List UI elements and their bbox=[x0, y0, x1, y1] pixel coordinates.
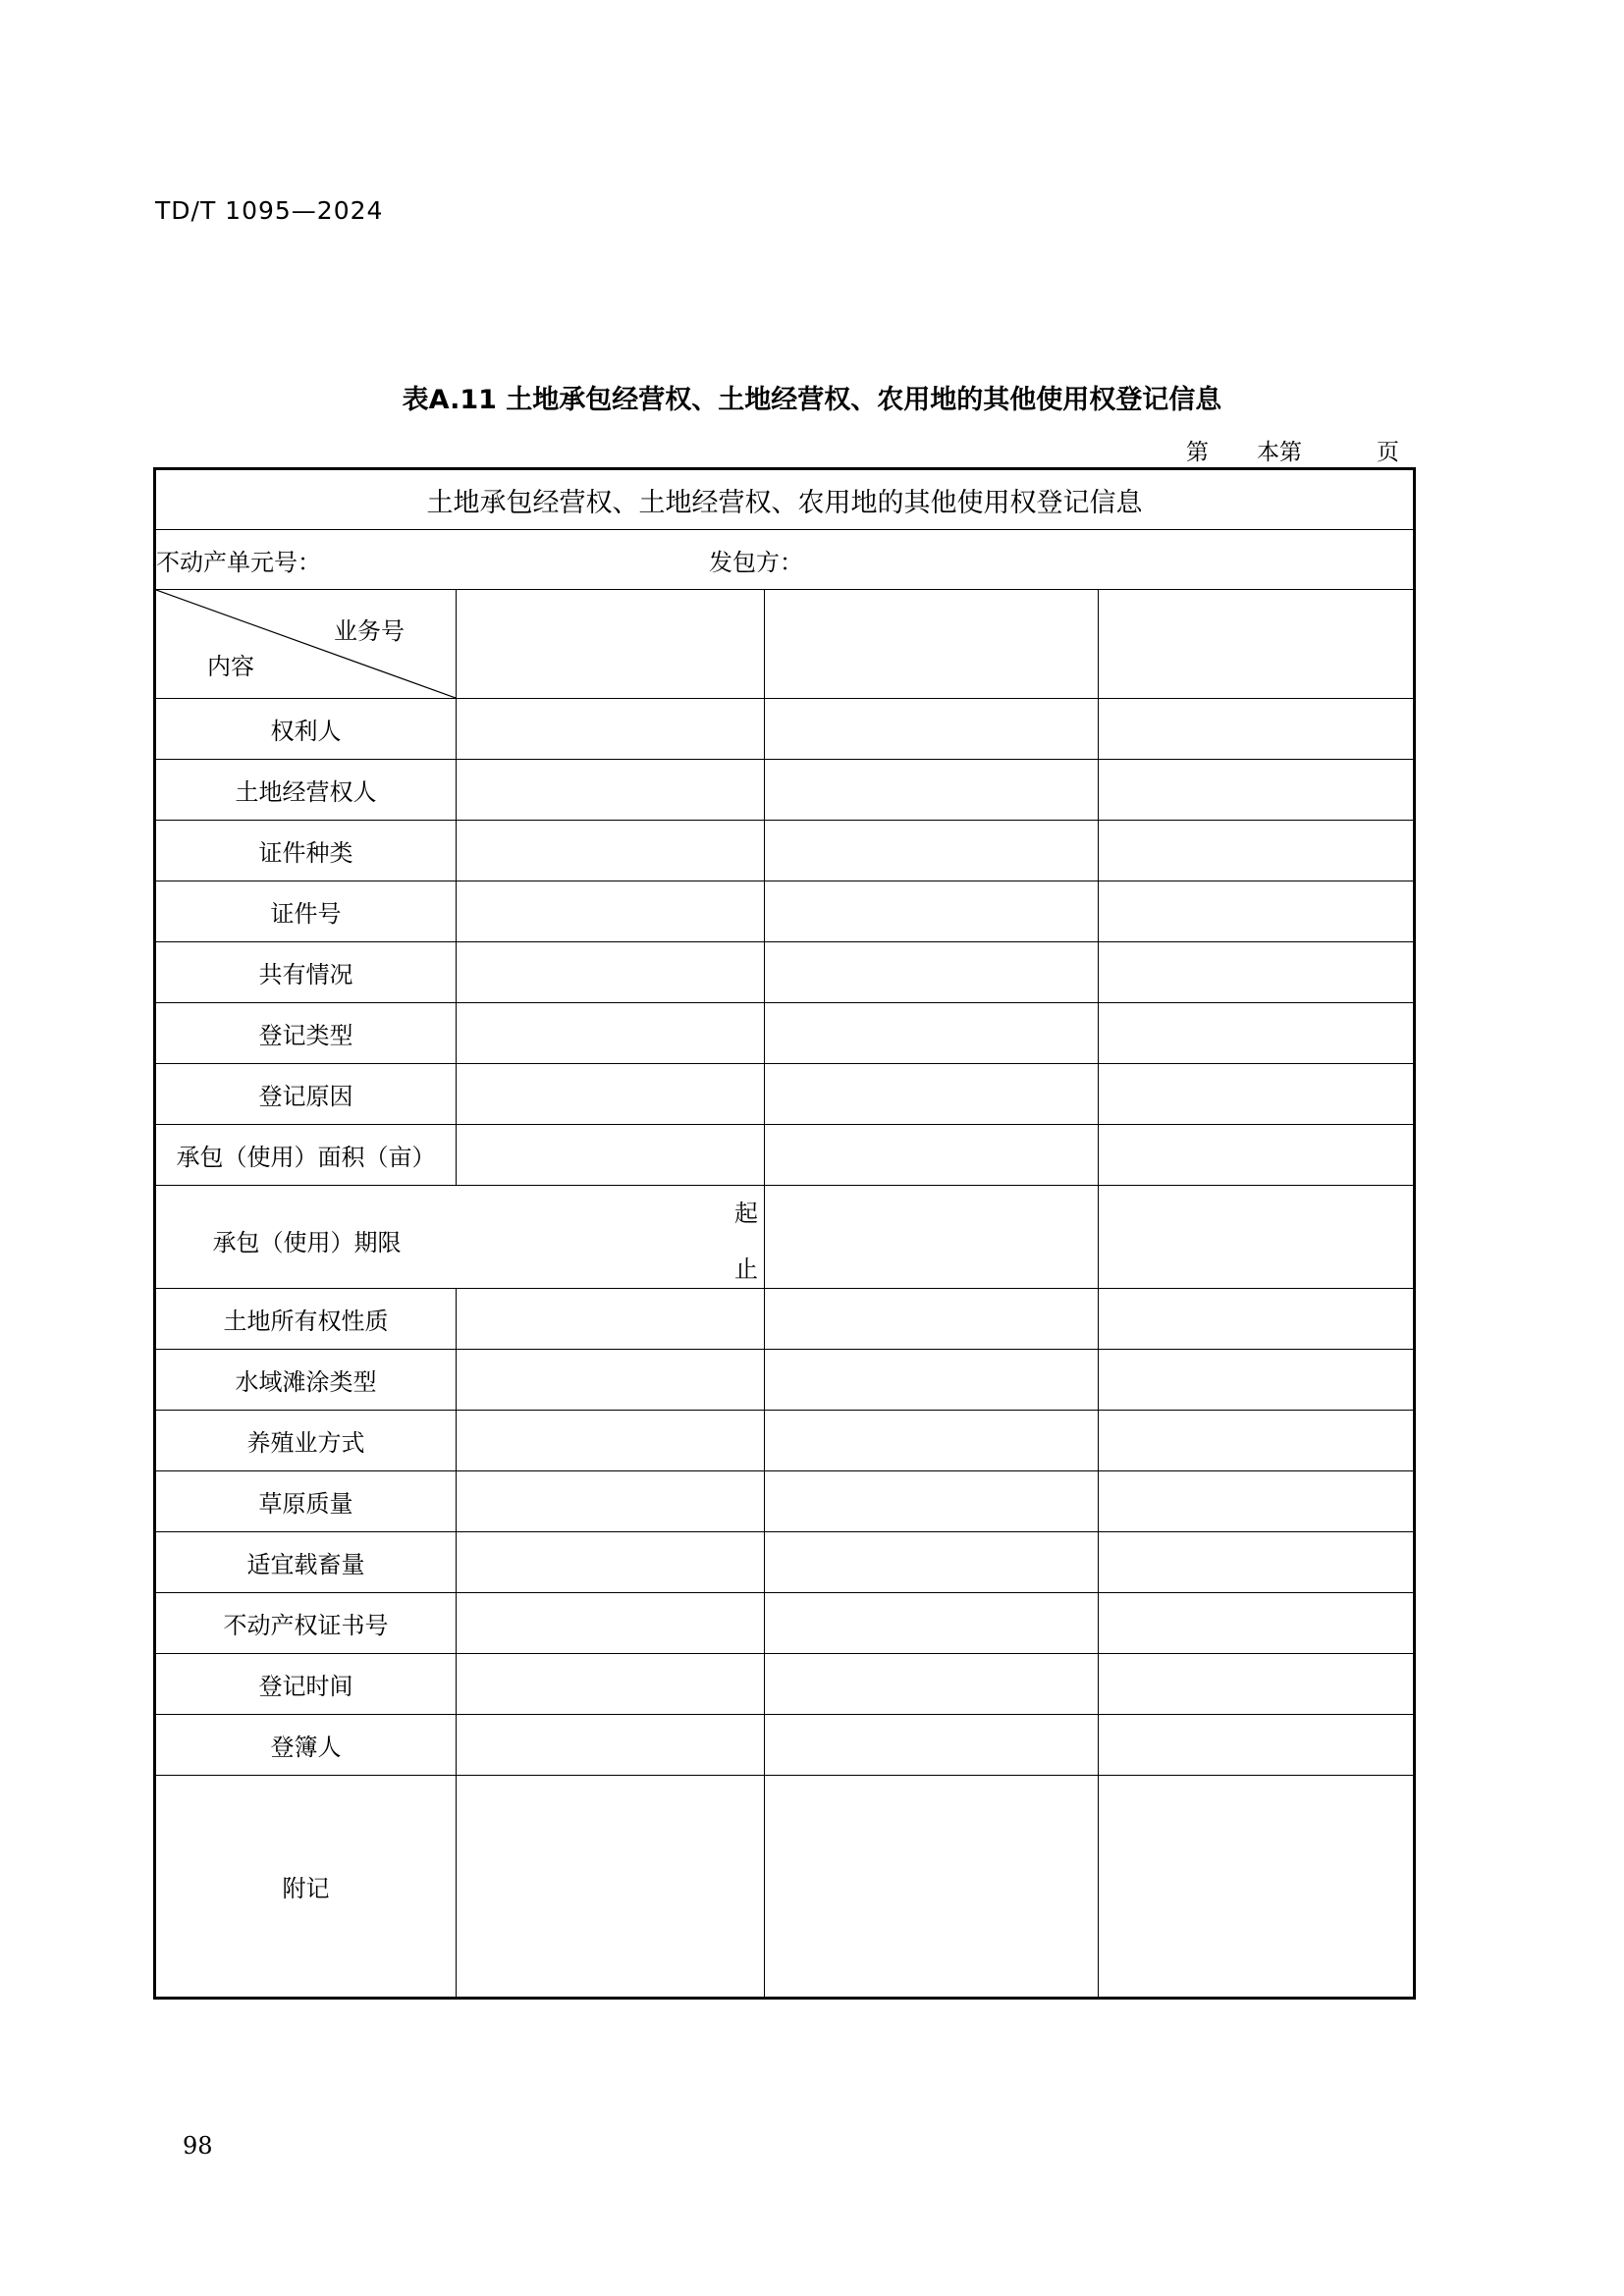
table-row bbox=[155, 1654, 1415, 1715]
value-cell-3 bbox=[1099, 1411, 1415, 1471]
table-row bbox=[155, 1411, 1415, 1471]
value-cell-2 bbox=[765, 1289, 1099, 1350]
table-row bbox=[155, 821, 1415, 881]
remark-cell-1 bbox=[457, 1776, 765, 1999]
value-cell-1 bbox=[457, 942, 765, 1003]
value-cell-1 bbox=[457, 1715, 765, 1776]
value-cell-3 bbox=[1099, 1064, 1415, 1125]
value-cell-1 bbox=[457, 1471, 765, 1532]
value-cell-1 bbox=[457, 881, 765, 942]
content-header: 内容 bbox=[207, 653, 254, 680]
rows-after-term bbox=[155, 1289, 1415, 1776]
value-cell-2 bbox=[765, 1350, 1099, 1411]
value-cell-2 bbox=[765, 942, 1099, 1003]
row-label: 水域滩涂类型 bbox=[155, 1350, 457, 1411]
value-cell-3 bbox=[1099, 760, 1415, 821]
unit-info-cell bbox=[155, 530, 1415, 590]
value-cell-1 bbox=[457, 1411, 765, 1471]
table-row bbox=[155, 1471, 1415, 1532]
table-row bbox=[155, 1125, 1415, 1186]
value-cell-3 bbox=[1099, 821, 1415, 881]
table-row bbox=[155, 942, 1415, 1003]
table-row bbox=[155, 1532, 1415, 1593]
row-label: 登记原因 bbox=[155, 1064, 457, 1125]
value-cell-3 bbox=[1099, 1350, 1415, 1411]
value-cell-2 bbox=[765, 821, 1099, 881]
remark-label: 附记 bbox=[155, 1776, 457, 1999]
value-cell-1 bbox=[457, 1350, 765, 1411]
registration-table bbox=[153, 467, 1416, 2000]
term-label: 承包（使用）期限 bbox=[212, 1229, 402, 1256]
value-cell-2 bbox=[765, 1125, 1099, 1186]
row-label: 土地所有权性质 bbox=[155, 1289, 457, 1350]
value-cell-3 bbox=[1099, 1654, 1415, 1715]
value-cell-3 bbox=[1099, 1715, 1415, 1776]
value-cell-1 bbox=[457, 1593, 765, 1654]
standard-code: TD/T 1095—2024 bbox=[155, 196, 384, 225]
contractor-label: 发包方： bbox=[709, 548, 803, 576]
table-caption: 表A.11 土地承包经营权、土地经营权、农用地的其他使用权登记信息 bbox=[402, 385, 1222, 415]
table-row bbox=[155, 1350, 1415, 1411]
remark-cell-3 bbox=[1099, 1776, 1415, 1999]
table-row bbox=[155, 1289, 1415, 1350]
page-indicator-part1: 第 bbox=[1186, 440, 1209, 465]
value-cell-2 bbox=[765, 1411, 1099, 1471]
value-cell-2 bbox=[765, 1532, 1099, 1593]
page-number: 98 bbox=[183, 2132, 213, 2160]
table-row bbox=[155, 760, 1415, 821]
table-row bbox=[155, 881, 1415, 942]
value-cell-2 bbox=[765, 699, 1099, 760]
value-cell-3 bbox=[1099, 881, 1415, 942]
diagonal-line bbox=[156, 590, 456, 698]
value-cell-3 bbox=[1099, 942, 1415, 1003]
business-number-header: 业务号 bbox=[334, 617, 405, 645]
value-cell-2 bbox=[765, 1593, 1099, 1654]
value-cell-1 bbox=[457, 1125, 765, 1186]
value-cell-1 bbox=[457, 760, 765, 821]
term-start-label: 起 bbox=[734, 1200, 758, 1227]
page-indicator-part3: 页 bbox=[1377, 440, 1399, 465]
rows-before-term bbox=[155, 699, 1415, 1186]
row-label: 共有情况 bbox=[155, 942, 457, 1003]
value-cell-2 bbox=[765, 881, 1099, 942]
row-label: 证件种类 bbox=[155, 821, 457, 881]
value-cell-3 bbox=[1099, 1003, 1415, 1064]
value-cell-1 bbox=[457, 1003, 765, 1064]
value-cell-1 bbox=[457, 1532, 765, 1593]
row-label: 权利人 bbox=[155, 699, 457, 760]
business-number-cell-2 bbox=[765, 590, 1099, 699]
term-row-cell bbox=[155, 1186, 765, 1289]
row-label: 养殖业方式 bbox=[155, 1411, 457, 1471]
table-row bbox=[155, 1715, 1415, 1776]
value-cell-2 bbox=[765, 1654, 1099, 1715]
value-cell-3 bbox=[1099, 699, 1415, 760]
term-value-cell-3 bbox=[1099, 1186, 1415, 1289]
page-indicator bbox=[1080, 434, 1399, 465]
row-label: 土地经营权人 bbox=[155, 760, 457, 821]
business-number-cell-3 bbox=[1099, 590, 1415, 699]
table-row bbox=[155, 1064, 1415, 1125]
value-cell-2 bbox=[765, 1064, 1099, 1125]
row-label: 登簿人 bbox=[155, 1715, 457, 1776]
value-cell-1 bbox=[457, 821, 765, 881]
table-row bbox=[155, 1593, 1415, 1654]
term-end-label: 止 bbox=[734, 1255, 758, 1283]
value-cell-1 bbox=[457, 1064, 765, 1125]
row-label: 登记时间 bbox=[155, 1654, 457, 1715]
value-cell-2 bbox=[765, 1003, 1099, 1064]
value-cell-1 bbox=[457, 1289, 765, 1350]
table-row bbox=[155, 699, 1415, 760]
row-label: 承包（使用）面积（亩） bbox=[155, 1125, 457, 1186]
remark-cell-2 bbox=[765, 1776, 1099, 1999]
value-cell-2 bbox=[765, 1715, 1099, 1776]
value-cell-2 bbox=[765, 760, 1099, 821]
value-cell-2 bbox=[765, 1471, 1099, 1532]
row-label: 不动产权证书号 bbox=[155, 1593, 457, 1654]
table-row bbox=[155, 1003, 1415, 1064]
business-number-cell-1 bbox=[457, 590, 765, 699]
unit-number-label: 不动产单元号： bbox=[156, 548, 321, 576]
row-label: 草原质量 bbox=[155, 1471, 457, 1532]
diagonal-header-cell bbox=[155, 590, 457, 699]
value-cell-3 bbox=[1099, 1532, 1415, 1593]
page-indicator-part2: 本第 bbox=[1257, 440, 1302, 465]
value-cell-1 bbox=[457, 1654, 765, 1715]
table-title: 土地承包经营权、土地经营权、农用地的其他使用权登记信息 bbox=[155, 469, 1415, 530]
value-cell-1 bbox=[457, 699, 765, 760]
value-cell-3 bbox=[1099, 1471, 1415, 1532]
row-label: 证件号 bbox=[155, 881, 457, 942]
value-cell-3 bbox=[1099, 1125, 1415, 1186]
row-label: 适宜载畜量 bbox=[155, 1532, 457, 1593]
value-cell-3 bbox=[1099, 1289, 1415, 1350]
term-value-cell-2 bbox=[765, 1186, 1099, 1289]
row-label: 登记类型 bbox=[155, 1003, 457, 1064]
value-cell-3 bbox=[1099, 1593, 1415, 1654]
